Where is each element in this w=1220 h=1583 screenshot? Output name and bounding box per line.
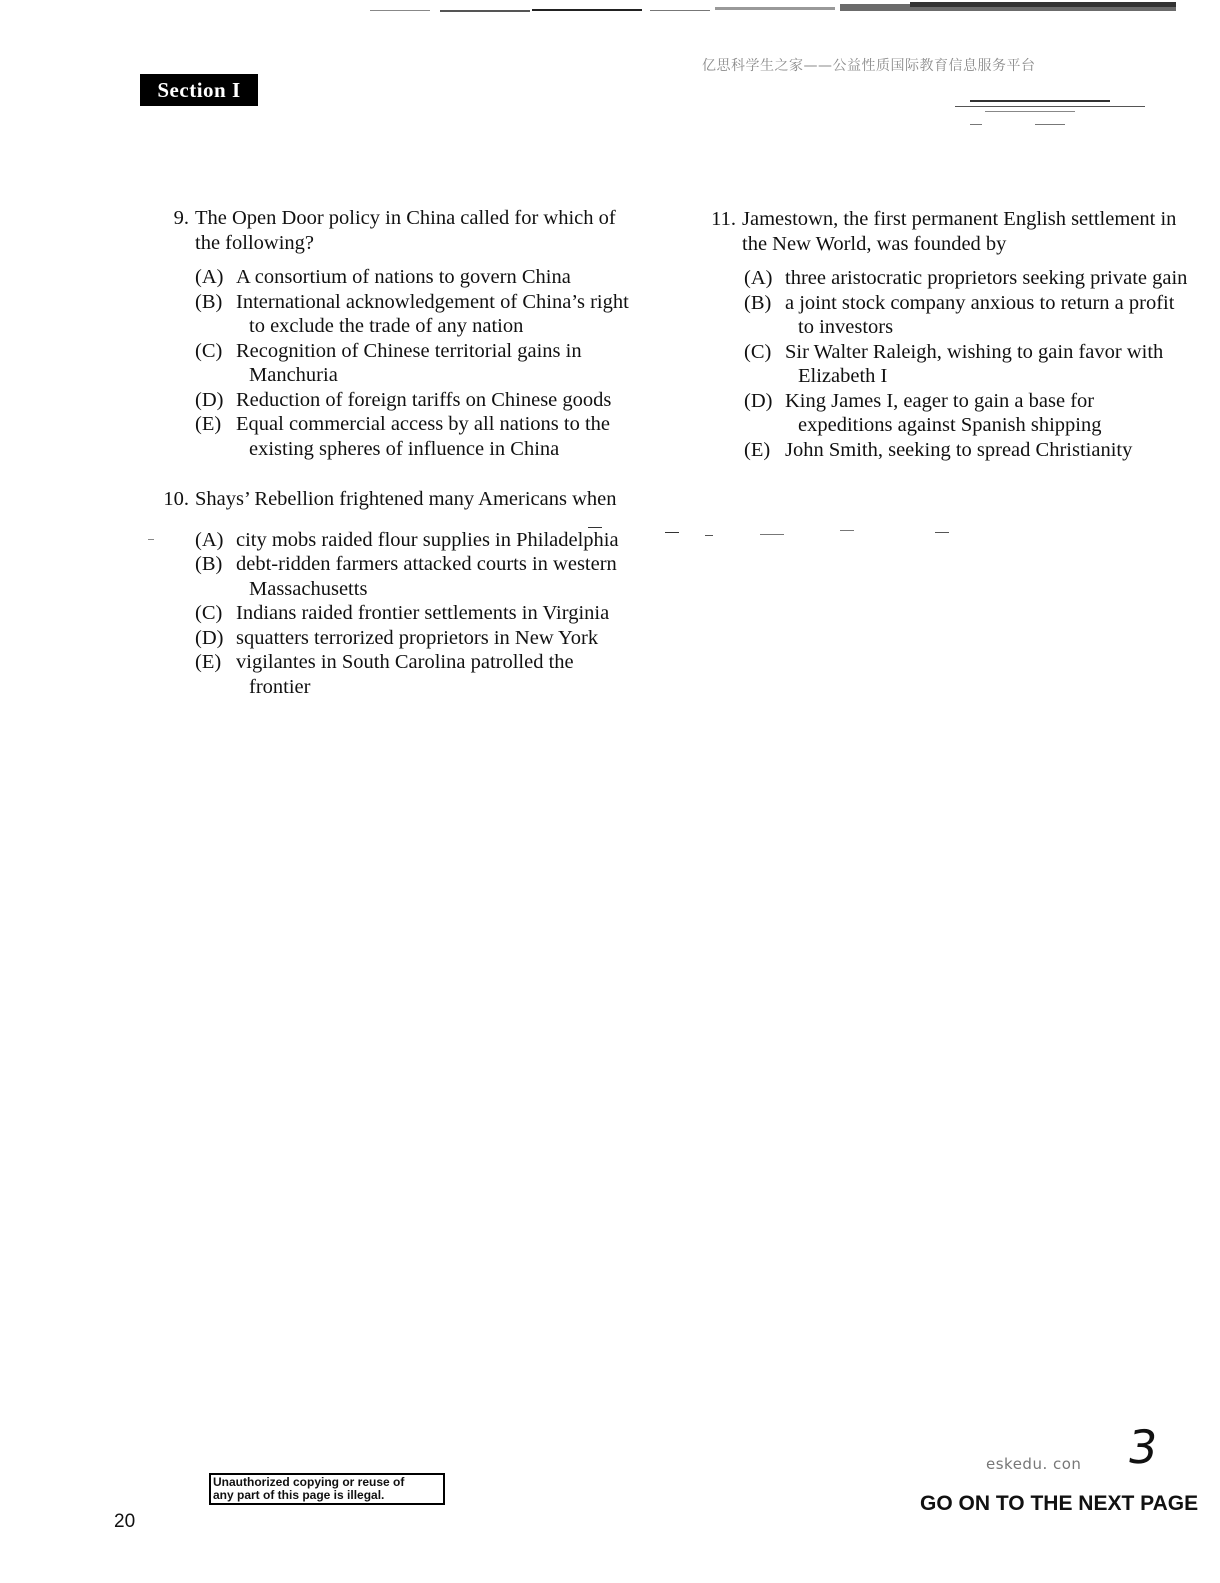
copyright-notice bbox=[209, 1473, 445, 1505]
option-text: John Smith, seeking to spread Christianity bbox=[785, 438, 1133, 461]
handwritten-number: 3 bbox=[1124, 1420, 1162, 1474]
scan-artifact-band bbox=[370, 0, 1176, 14]
option-text: Recognition of Chinese territorial gains in Manchuria bbox=[236, 339, 582, 386]
question-number: 10. bbox=[163, 488, 189, 510]
answer-option-b bbox=[195, 290, 640, 339]
answer-option-c bbox=[744, 340, 1188, 389]
scan-artifact-dashes bbox=[140, 522, 990, 542]
answer-option-e bbox=[744, 438, 1188, 463]
option-letter: (D) bbox=[744, 389, 773, 412]
answer-option-b bbox=[195, 552, 640, 601]
next-page-instruction: GO ON TO THE NEXT PAGE bbox=[920, 1492, 1199, 1515]
answer-option-a bbox=[744, 266, 1188, 291]
question-9 bbox=[160, 206, 640, 461]
option-letter: (B) bbox=[195, 290, 223, 313]
option-text: city mobs raided flour supplies in Philadelphia bbox=[236, 528, 619, 551]
option-text: A consortium of nations to govern China bbox=[236, 266, 571, 288]
option-letter: (B) bbox=[195, 553, 223, 575]
option-text: King James I, eager to gain a base for expeditions against Spanish shipping bbox=[785, 389, 1102, 436]
answer-option-d bbox=[744, 389, 1188, 438]
scan-smudge bbox=[940, 96, 1150, 132]
option-text: Equal commercial access by all nations to the existing spheres of influence in China bbox=[236, 413, 610, 460]
option-letter: (E) bbox=[195, 651, 222, 673]
page-number: 20 bbox=[114, 1511, 136, 1532]
question-11 bbox=[708, 207, 1188, 462]
answer-options bbox=[195, 528, 640, 700]
answer-option-d bbox=[195, 388, 640, 413]
question-10 bbox=[160, 487, 640, 699]
answer-option-e bbox=[195, 650, 640, 699]
question-number: 9. bbox=[173, 207, 189, 229]
question-stem: Jamestown, the first permanent English settlement in the New World, was founded by bbox=[742, 208, 1177, 255]
option-letter: (E) bbox=[195, 413, 222, 435]
option-letter: (B) bbox=[744, 291, 772, 314]
option-text: Reduction of foreign tariffs on Chinese goods bbox=[236, 388, 612, 411]
site-watermark: eskedu. con bbox=[986, 1455, 1082, 1473]
answer-option-e bbox=[195, 412, 640, 461]
question-stem: The Open Door policy in China called for which of the following? bbox=[195, 207, 616, 254]
section-label: Section I bbox=[140, 74, 258, 106]
answer-option-b bbox=[744, 291, 1188, 340]
option-letter: (C) bbox=[744, 340, 772, 363]
option-text: three aristocratic proprietors seeking private gain bbox=[785, 267, 1188, 289]
option-text: International acknowledgement of China’s right to exclude the trade of any nation bbox=[236, 290, 629, 337]
answer-options bbox=[744, 266, 1188, 462]
answer-option-c bbox=[195, 601, 640, 626]
option-text: a joint stock company anxious to return a profit to investors bbox=[785, 291, 1175, 338]
option-letter: (C) bbox=[195, 602, 223, 624]
answer-option-c bbox=[195, 339, 640, 388]
option-letter: (E) bbox=[744, 438, 771, 461]
answer-option-a bbox=[195, 265, 640, 290]
option-text: vigilantes in South Carolina patrolled the frontier bbox=[236, 651, 574, 698]
option-text: debt-ridden farmers attacked courts in western Massachusetts bbox=[236, 553, 617, 600]
answer-option-d bbox=[195, 626, 640, 651]
notice-line: any part of this page is illegal. bbox=[213, 1488, 385, 1502]
option-text: Indians raided frontier settlements in Virginia bbox=[236, 602, 610, 624]
option-text: squatters terrorized proprietors in New York bbox=[236, 626, 599, 649]
watermark-text: 亿思科学生之家——公益性质国际教育信息服务平台 bbox=[702, 58, 1036, 74]
question-number: 11. bbox=[711, 208, 736, 230]
option-letter: (A) bbox=[744, 267, 773, 289]
option-letter: (D) bbox=[195, 388, 224, 411]
question-stem: Shays’ Rebellion frightened many Americans when bbox=[195, 488, 617, 510]
option-letter: (A) bbox=[195, 528, 224, 551]
option-letter: (A) bbox=[195, 266, 224, 288]
answer-options bbox=[195, 265, 640, 461]
option-text: Sir Walter Raleigh, wishing to gain favor with Elizabeth I bbox=[785, 340, 1164, 387]
notice-line: Unauthorized copying or reuse of bbox=[213, 1475, 405, 1489]
option-letter: (D) bbox=[195, 626, 224, 649]
option-letter: (C) bbox=[195, 339, 223, 362]
